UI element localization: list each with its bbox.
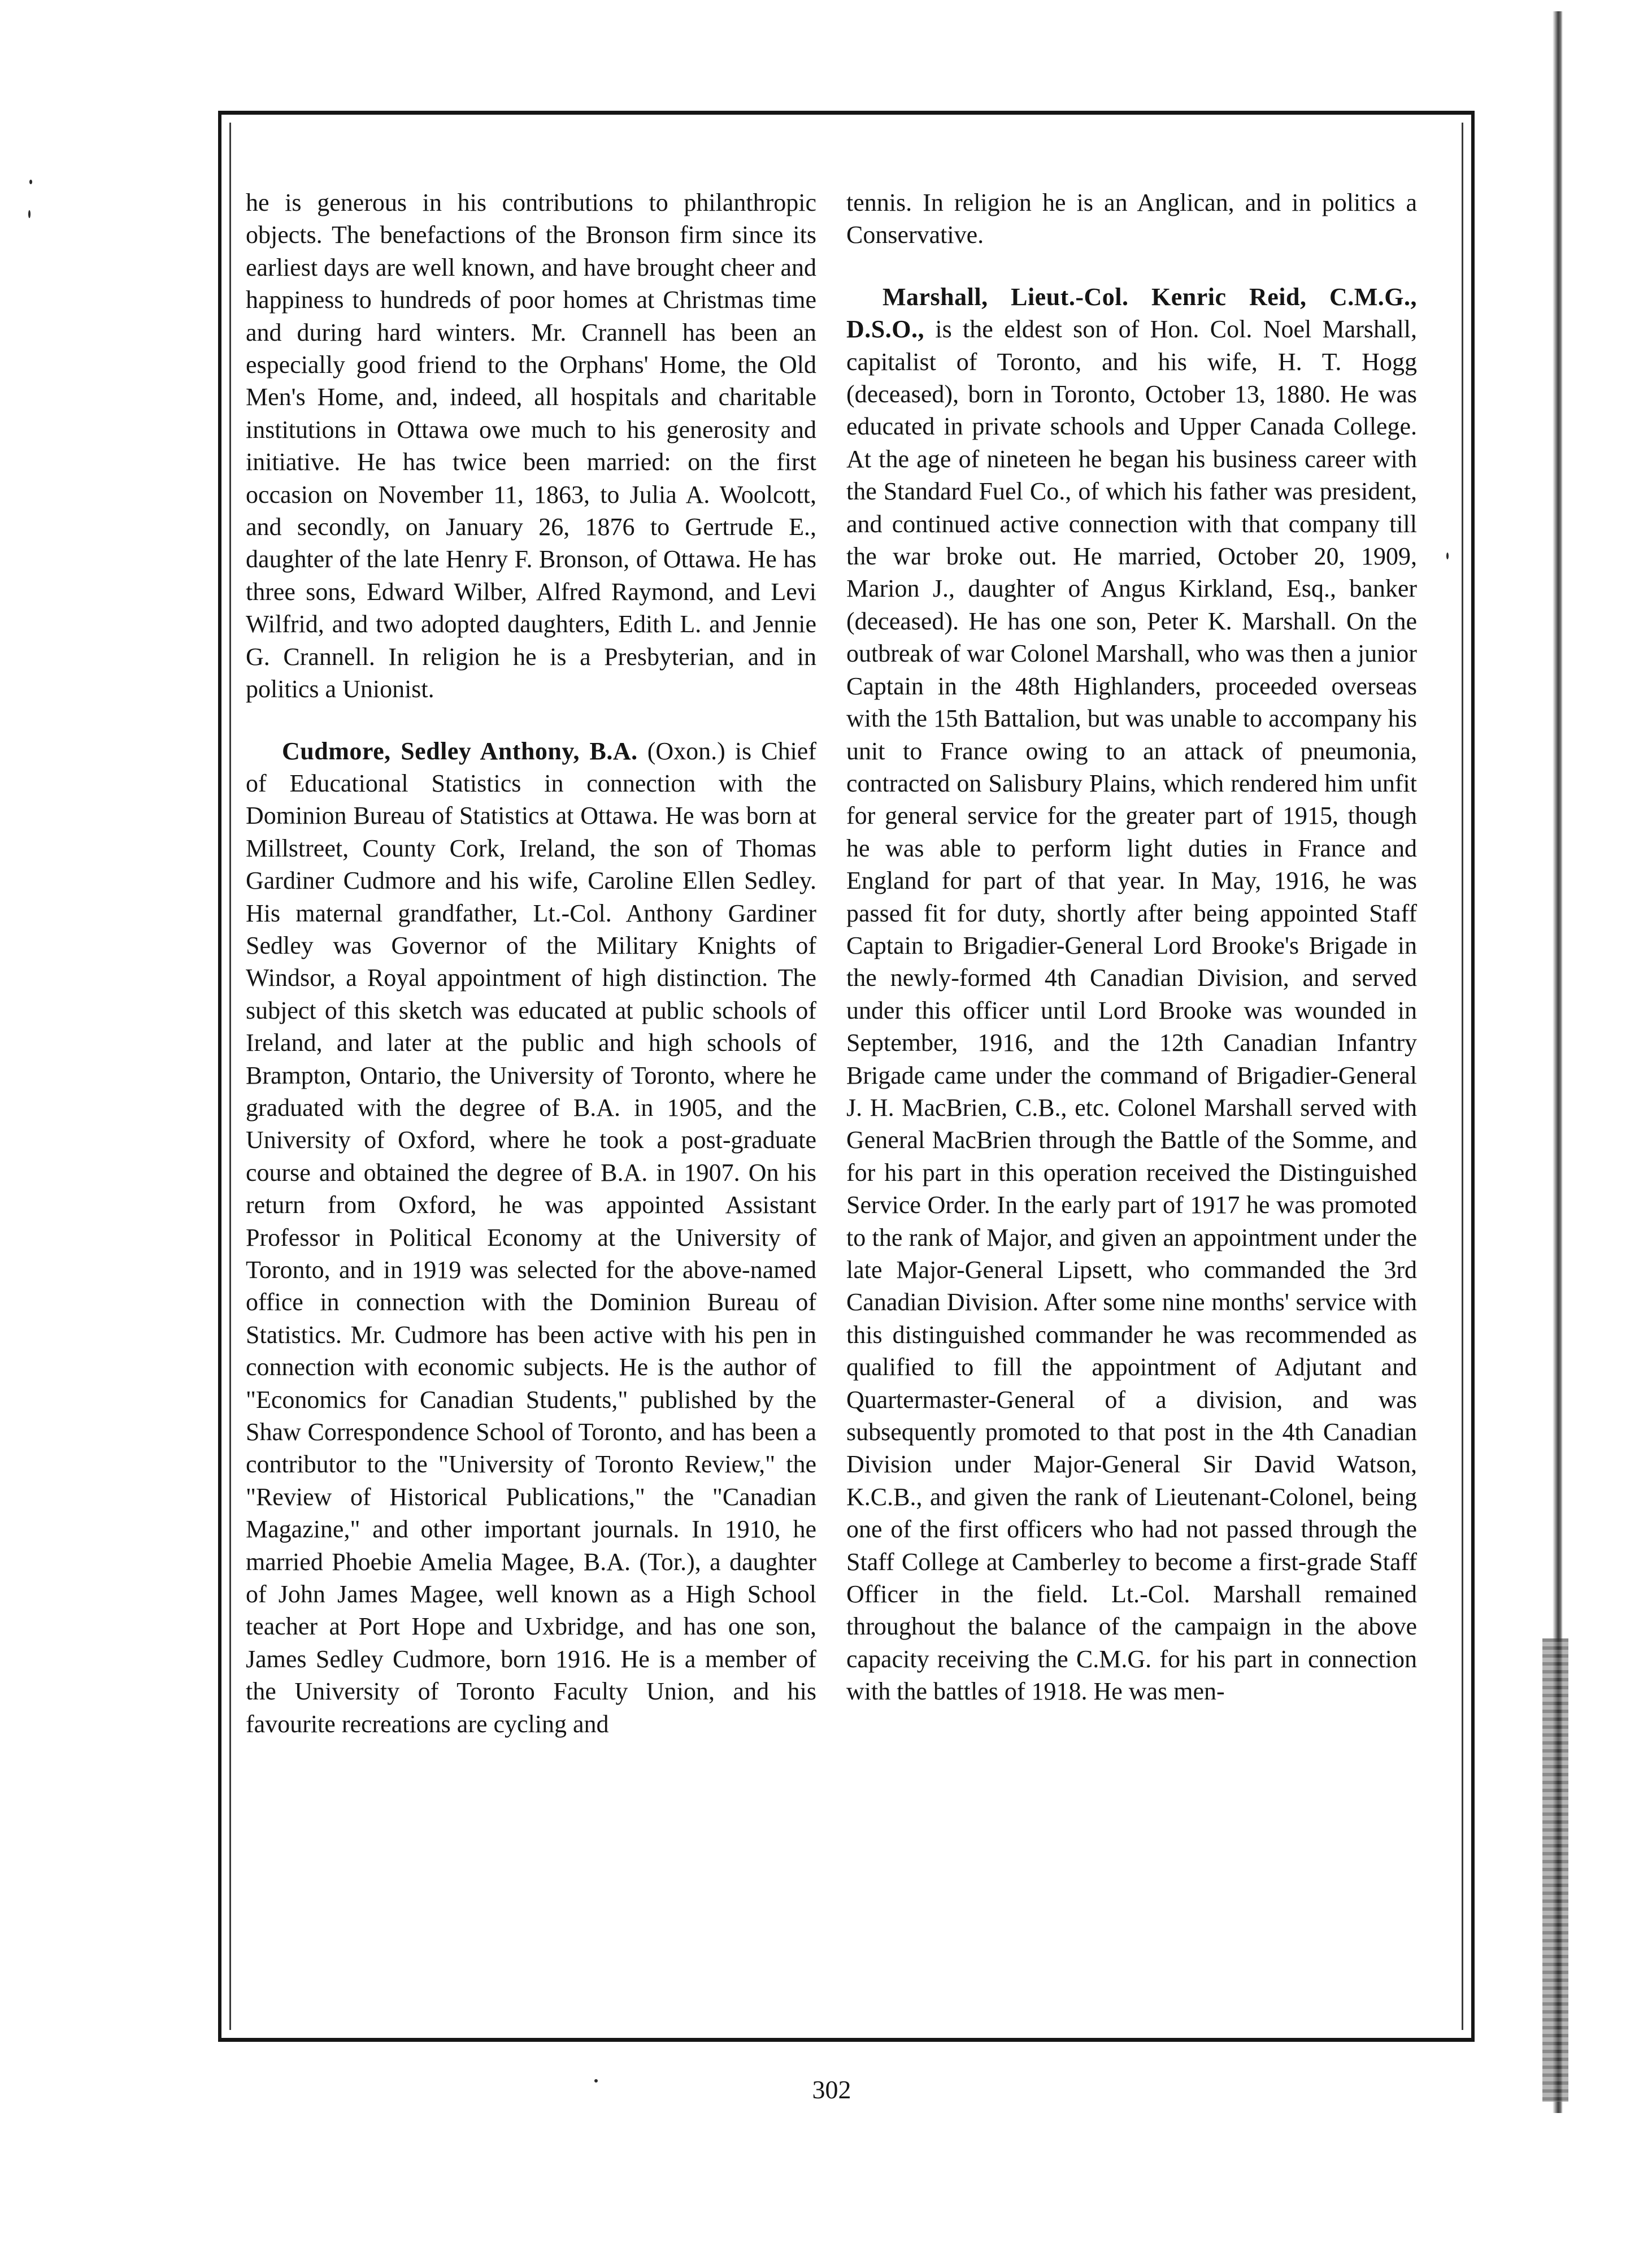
entry-heading-suffix-cudmore: (Oxon.) bbox=[637, 737, 725, 765]
biography-entry-marshall bbox=[846, 281, 1417, 1708]
left-column bbox=[246, 186, 816, 1740]
left-column-continuation: he is generous in his contributions to philanthropic objects. The benefactions of the Bronson firm since its earliest days are well known, and have brought cheer and happiness to hundreds of poor homes at Christmas time and during hard winters. Mr. Crannell has been an especially good friend to the Orphans' Home, the Old Men's Home, and, indeed, all hospitals and charitable institutions in Ottawa owe much to his generosity and initiative. He has twice been married: on the first occasion on November 11, 1863, to Julia A. Woolcott, and secondly, on January 26, 1876 to Gertrude E., daughter of the late Henry F. Bronson, of Ottawa. He has three sons, Edward Wilber, Alfred Raymond, and Levi Wilfrid, and two adopted daughters, Edith L. and Jennie G. Crannell. In religion he is a Presbyterian, and in politics a Unionist. bbox=[246, 189, 816, 703]
page-number: 302 bbox=[812, 2075, 851, 2104]
scan-speck bbox=[29, 180, 32, 184]
entry-text-marshall: is the eldest son of Hon. Col. Noel Marshall, capitalist of Toronto, and his wife, H. T. Hogg (deceased), born in Toronto, October 13, 1880. He was educated in private schools and Upper Canada College. At the age of nineteen he began his business career with the Standard Fuel Co., of which his father was president, and continued active connection with that company till the war broke out. He married, October 20, 1909, Marion J., daughter of Angus Kirkland, Esq., banker (deceased). He has one son, Peter K. Marshall. On the outbreak of war Colonel Marshall, who was then a junior Captain in the 48th Highlanders, proceeded overseas with the 15th Battalion, but was unable to accompany his unit to France owing to an attack of pneumonia, contracted on Salisbury Plains, which rendered him unfit for general service for the greater part of 1915, though he was able to perform light duties in France and England for part of that year. In May, 1916, he was passed fit for duty, shortly after being appointed Staff Captain to Brigadier-General Lord Brooke's Brigade in the newly-formed 4th Canadian Division, and served under this officer until Lord Brooke was wounded in September, 1916, and the 12th Canadian Infantry Brigade came under the command of Brigadier-General J. H. MacBrien, C.B., etc. Colonel Marshall served with General MacBrien through the Battle of the Somme, and for his part in this operation received the Distinguished Service Order. In the early part of 1917 he was promoted to the rank of Major, and given an appointment under the late Major-General Lipsett, who commanded the 3rd Canadian Division. After some nine months' service with this distinguished commander he was recommended as qualified to fill the appointment of Adjutant and Quartermaster-General of a division, and was subsequently promoted to that post in the 4th Canadian Division under Major-General Sir David Watson, K.C.B., and given the rank of Lieutenant-Colonel, being one of the first officers who had not passed through the Staff College at Camberley to become a first-grade Staff Officer in the field. Lt.-Col. Marshall remained throughout the balance of the campaign in the above capacity receiving the C.M.G. for his part in connection with the battles of 1918. He was men- bbox=[846, 315, 1417, 1706]
entry-heading-marshall: Marshall, Lieut.-Col. Kenric Reid, C.M.G., D.S.O., bbox=[846, 282, 1417, 344]
right-column bbox=[846, 186, 1417, 1708]
page-edge-shadow bbox=[1542, 1638, 1568, 2102]
entry-heading-cudmore: Cudmore, Sedley Anthony, B.A. bbox=[282, 737, 638, 765]
scan-speck bbox=[28, 210, 31, 218]
right-column-continuation: tennis. In religion he is an Anglican, and in politics a Conservative. bbox=[846, 189, 1417, 249]
page-number-row bbox=[0, 2075, 1652, 2105]
biography-entry-cudmore bbox=[246, 735, 816, 1741]
entry-text-cudmore: is Chief of Educational Statistics in connection with the Dominion Bureau of Statistics at Ottawa. He was born at Millstreet, County Cork, Ireland, the son of Thomas Gardiner Cudmore and his wife, Caroline Ellen Sedley. His maternal grandfather, Lt.-Col. Anthony Gardiner Sedley was Governor of the Military Knights of Windsor, a Royal appointment of high distinction. The subject of this sketch was educated at public schools of Ireland, and later at the public and high schools of Brampton, Ontario, the University of Toronto, where he graduated with the degree of B.A. in 1905, and the University of Oxford, where he took a post-graduate course and obtained the degree of B.A. in 1907. On his return from Oxford, he was appointed Assistant Professor in Political Economy at the University of Toronto, and in 1919 was selected for the above-named office in connection with the Dominion Bureau of Statistics. Mr. Cudmore has been active with his pen in connection with economic subjects. He is the author of "Economics for Canadian Students," published by the Shaw Correspondence School of Toronto, and has been a contributor to the "University of Toronto Review," the "Review of Historical Publications," the "Canadian Magazine," and other important journals. In 1910, he married Phoebie Amelia Magee, B.A. (Tor.), a daughter of John James Magee, well known as a High School teacher at Port Hope and Uxbridge, and has one son, James Sedley Cudmore, born 1916. He is a member of the University of Toronto Faculty Union, and his favourite recreations are cycling and bbox=[246, 737, 816, 1738]
